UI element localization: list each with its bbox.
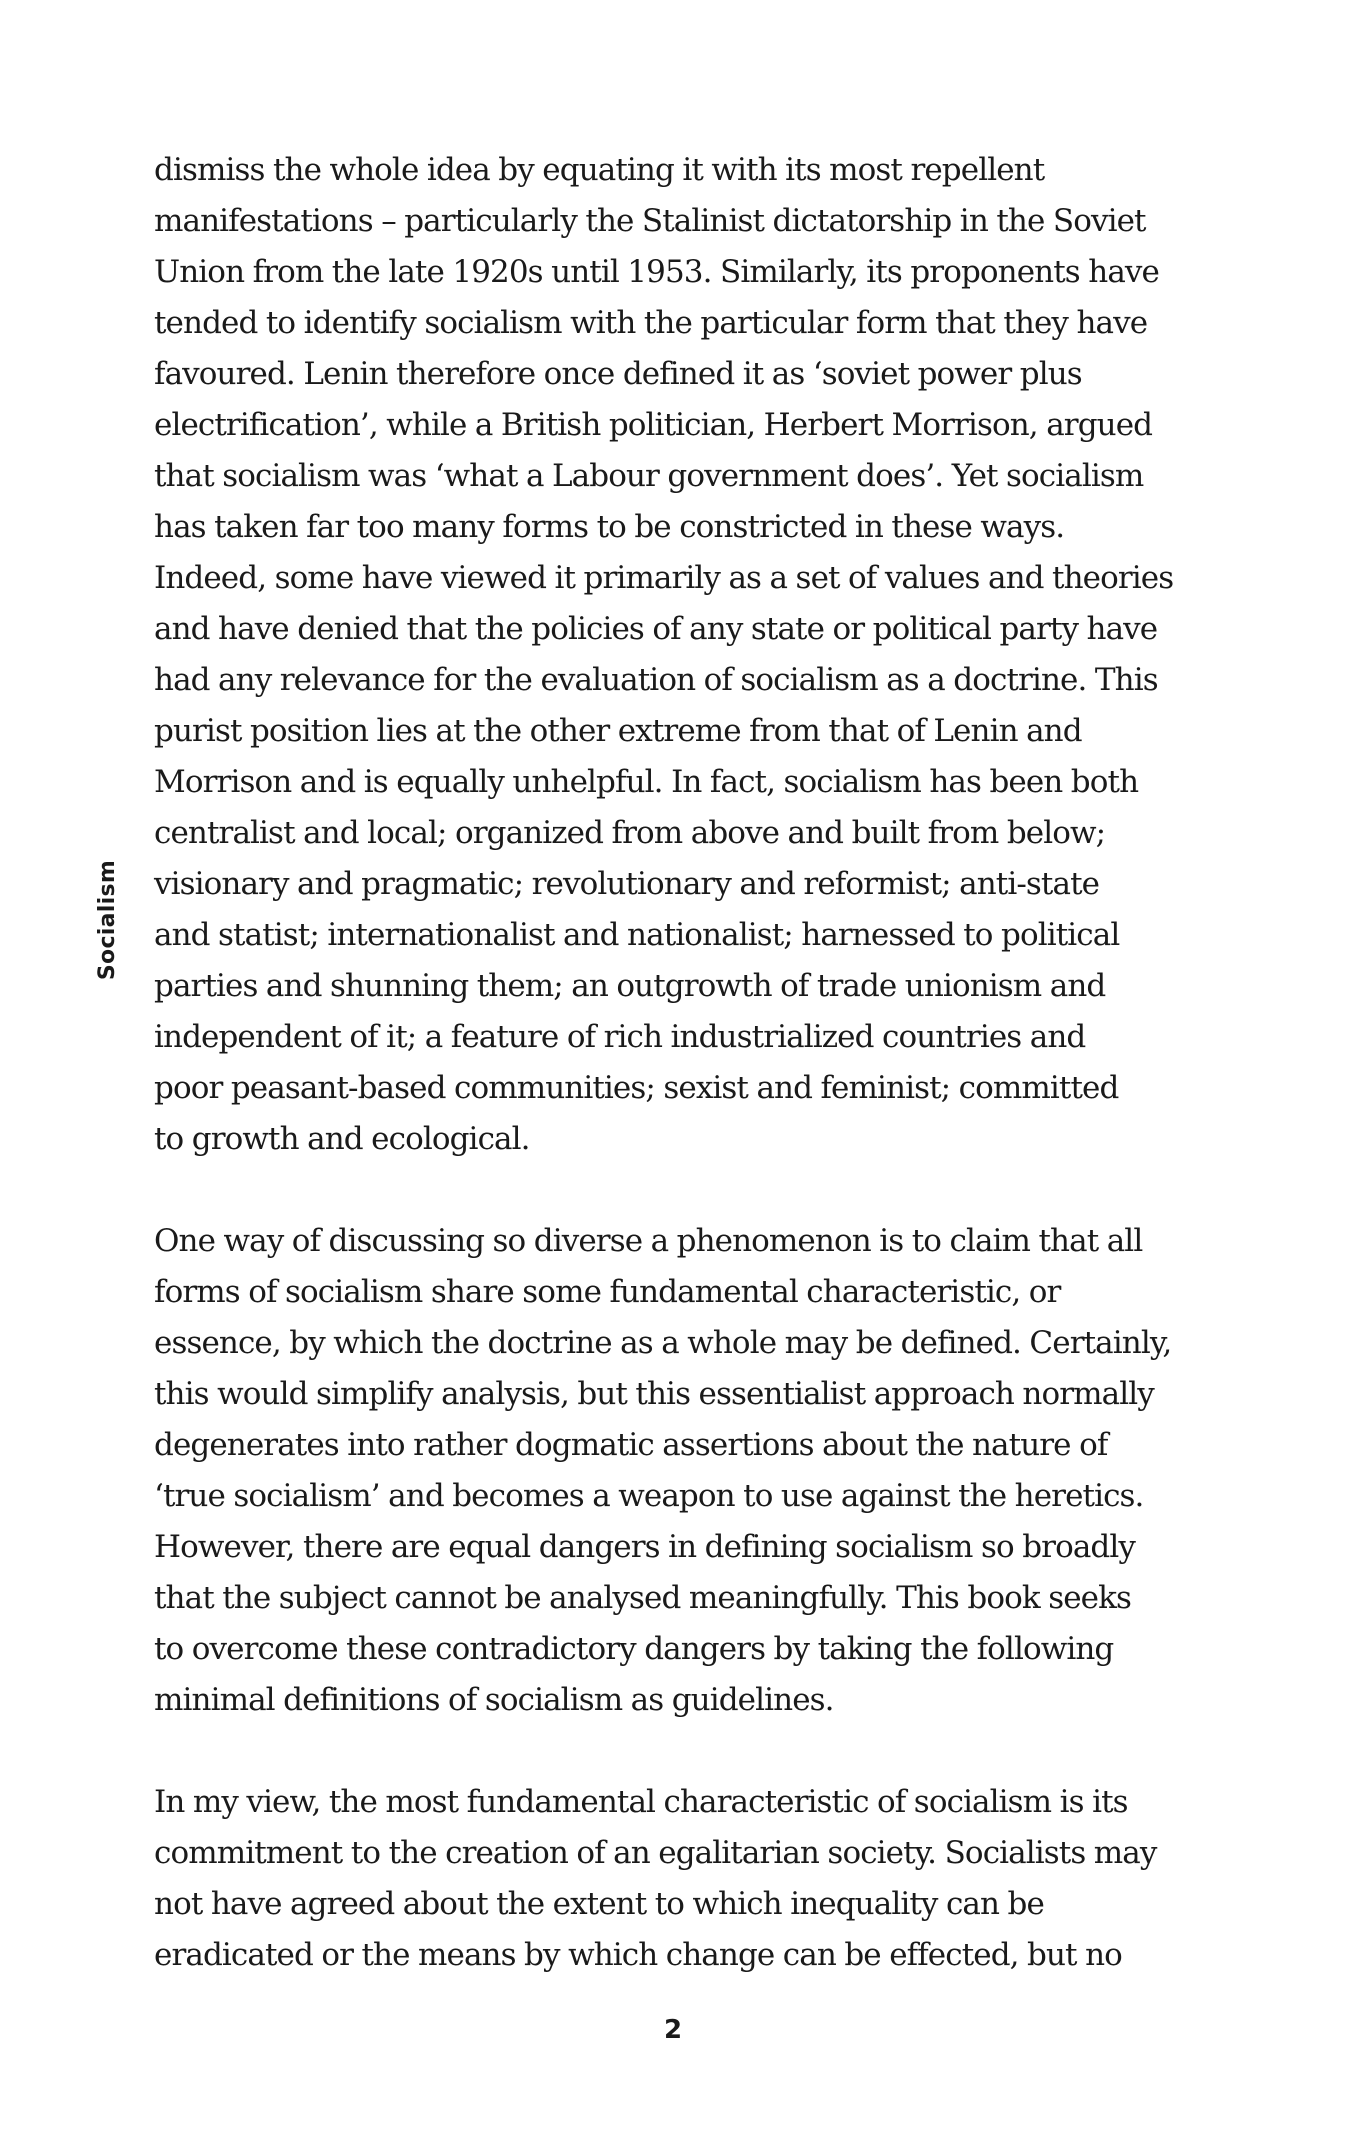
- text-line: and have denied that the policies of any state or political party have: [154, 611, 1158, 647]
- text-line: that the subject cannot be analysed meaningfully. This book seeks: [154, 1580, 1131, 1616]
- page-number: 2: [663, 2015, 683, 2045]
- text-line: dismiss the whole idea by equating it with its most repellent: [154, 152, 1045, 188]
- text-line: and statist; internationalist and nationalist; harnessed to political: [154, 917, 1120, 953]
- text-line: eradicated or the means by which change can be effected, but no: [154, 1937, 1122, 1973]
- text-line: ‘true socialism’ and becomes a weapon to use against the heretics.: [154, 1478, 1144, 1514]
- body-text: [154, 145, 1234, 2032]
- text-line: this would simplify analysis, but this essentialist approach normally: [154, 1376, 1154, 1412]
- text-line: commitment to the creation of an egalitarian society. Socialists may: [154, 1835, 1157, 1871]
- text-line: degenerates into rather dogmatic assertions about the nature of: [154, 1427, 1108, 1463]
- text-line: electrification’, while a British politician, Herbert Morrison, argued: [154, 407, 1153, 443]
- running-head: Socialism: [95, 859, 120, 981]
- text-line: parties and shunning them; an outgrowth of trade unionism and: [154, 968, 1106, 1004]
- text-line: has taken far too many forms to be constricted in these ways.: [154, 509, 1065, 545]
- text-line: to growth and ecological.: [154, 1121, 530, 1157]
- text-line: purist position lies at the other extreme from that of Lenin and: [154, 713, 1082, 749]
- text-line: tended to identify socialism with the particular form that they have: [154, 305, 1148, 341]
- text-line: poor peasant-based communities; sexist and feminist; committed: [154, 1070, 1119, 1106]
- text-line: Morrison and is equally unhelpful. In fact, socialism has been both: [154, 764, 1139, 800]
- text-line: minimal definitions of socialism as guidelines.: [154, 1682, 834, 1718]
- text-line: independent of it; a feature of rich industrialized countries and: [154, 1019, 1086, 1055]
- text-line: to overcome these contradictory dangers by taking the following: [154, 1631, 1114, 1667]
- text-line: favoured. Lenin therefore once defined it as ‘soviet power plus: [154, 356, 1082, 392]
- text-line: centralist and local; organized from above and built from below;: [154, 815, 1106, 851]
- paragraph-2: [154, 1216, 1234, 1726]
- text-line: essence, by which the doctrine as a whole may be defined. Certainly,: [154, 1325, 1172, 1361]
- text-line: Indeed, some have viewed it primarily as a set of values and theories: [154, 560, 1174, 596]
- text-line: However, there are equal dangers in defining socialism so broadly: [154, 1529, 1135, 1565]
- text-line: that socialism was ‘what a Labour government does’. Yet socialism: [154, 458, 1144, 494]
- text-line: One way of discussing so diverse a phenomenon is to claim that all: [154, 1223, 1143, 1259]
- text-line: manifestations – particularly the Stalinist dictatorship in the Soviet: [154, 203, 1146, 239]
- text-line: Union from the late 1920s until 1953. Similarly, its proponents have: [154, 254, 1159, 290]
- text-line: visionary and pragmatic; revolutionary and reformist; anti-state: [154, 866, 1100, 902]
- paragraph-1: [154, 145, 1234, 1165]
- text-line: had any relevance for the evaluation of socialism as a doctrine. This: [154, 662, 1158, 698]
- text-line: forms of socialism share some fundamental characteristic, or: [154, 1274, 1061, 1310]
- paragraph-3: [154, 1777, 1234, 1981]
- text-line: In my view, the most fundamental characteristic of socialism is its: [154, 1784, 1128, 1820]
- text-line: not have agreed about the extent to which inequality can be: [154, 1886, 1044, 1922]
